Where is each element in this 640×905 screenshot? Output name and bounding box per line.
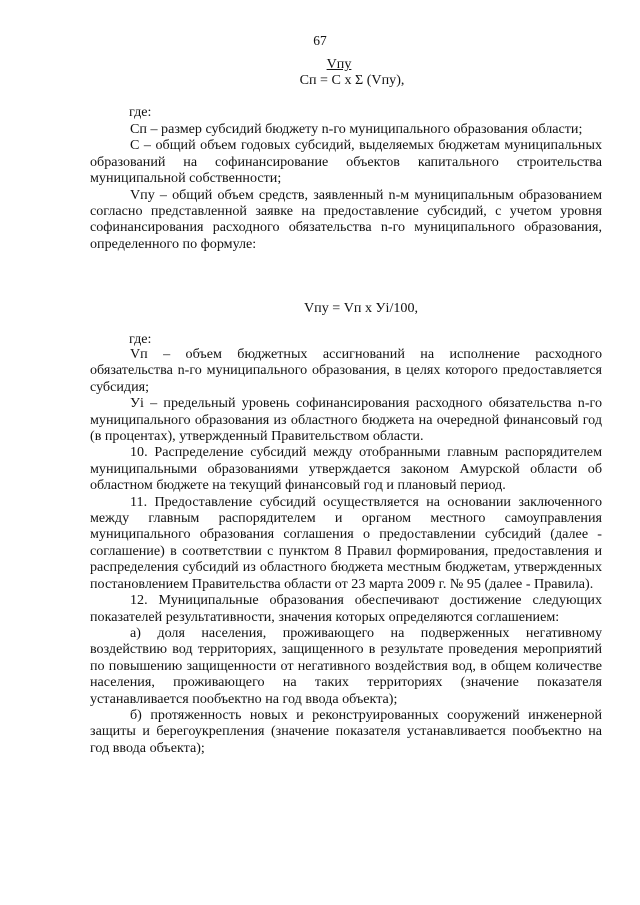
- paragraph: Уi – предельный уровень софинансирования расходного обязательства n-го муниципального образования из областного бюджета на очередной финансовый год (в процентах), утвержденный Правительством области.: [90, 395, 602, 445]
- paragraph-12a: а) доля населения, проживающего на подверженных негативному воздействию вод территориях, защищенного в результате проведения мероприятий по повышению защищенности от негативного воздействия вод, в общем количестве населения, проживающего на таких территориях (значение показателя устанавливается пообъектно на год ввода объекта);: [90, 624, 602, 707]
- definitions-block-2: [90, 346, 602, 756]
- paragraph-12b: б) протяженность новых и реконструированных сооружений инженерной защиты и берегоукрепления (значение показателя устанавливается пообъектно на год ввода объекта);: [90, 706, 602, 756]
- paragraph: Vп – объем бюджетных ассигнований на исполнение расходного обязательства n-го муниципального образования, в целях которого предоставляется субсидия;: [90, 346, 602, 395]
- where-label-1: где:: [129, 104, 152, 120]
- formula-2: Vпу = Vп х Уi/100,: [303, 300, 419, 316]
- paragraph-10: 10. Распределение субсидий между отобранными главным распорядителем муниципальными образованиями утверждается законом Амурской области об областном бюджете на текущий финансовый год и плановый период.: [90, 444, 602, 494]
- where-label-2: где:: [129, 331, 152, 347]
- formula-1-numerator: [0, 56, 640, 72]
- definitions-block-1: [90, 121, 602, 252]
- paragraph: С – общий объем годовых субсидий, выделяемых бюджетам муниципальных образований на софинансирование объектов капитального строительства муниципальной собственности;: [90, 137, 602, 187]
- paragraph: Сп – размер субсидий бюджету n-го муниципального образования области;: [130, 121, 583, 137]
- paragraph: Vпу – общий объем средств, заявленный n-м муниципальным образованием согласно представленной заявке на предоставление субсидий, с учетом уровня софинансирования расходного обязательства n-го муниципального образования, определенного по формуле:: [90, 186, 602, 252]
- formula-1-numerator-text: Vпу: [326, 56, 352, 72]
- paragraph-12: 12. Муниципальные образования обеспечивают достижение следующих показателей результативности, значения которых определяются соглашением:: [90, 592, 602, 625]
- page-number: 67: [313, 33, 327, 48]
- paragraph-11: 11. Предоставление субсидий осуществляется на основании заключенного между главным распорядителем и органом местного самоуправления муниципального образования соглашения о предоставлении субсидий (далее - соглашение) в соответствии с пунктом 8 Правил формирования, предоставления и распределения субсидий из областного бюджета местным бюджетам, утвержденных постановлением Правительства области от 23 марта 2009 г. № 95 (далее - Правила).: [90, 493, 602, 592]
- formula-1: Сп = С х Σ (Vпу),: [299, 72, 405, 88]
